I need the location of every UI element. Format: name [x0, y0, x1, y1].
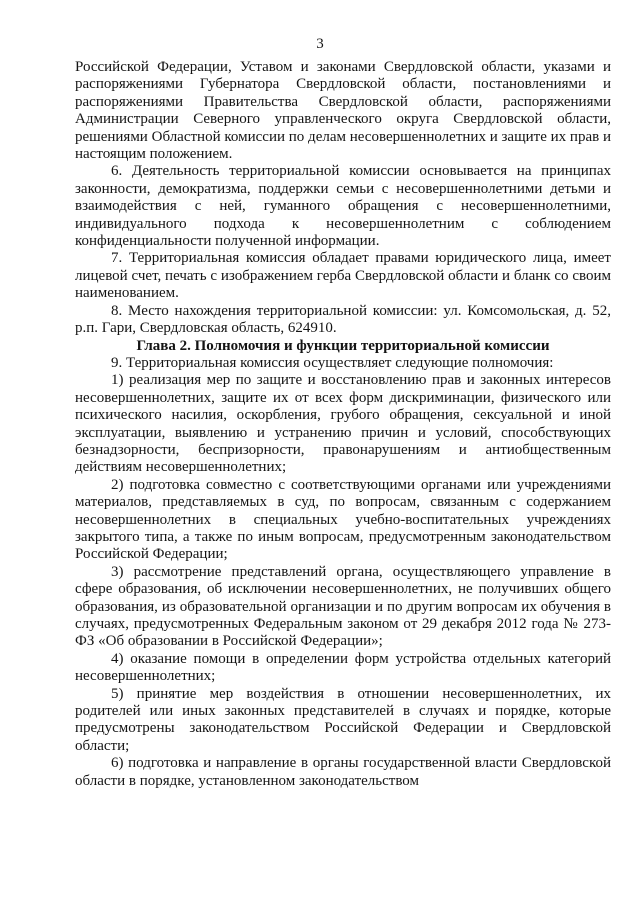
paragraph-item-7: 7. Территориальная комиссия обладает правами юридического лица, имеет лицевой счет, печать с изображением герба Свердловской области и бланк со своим наименованием.	[75, 250, 611, 302]
paragraph-item-6: 6. Деятельность территориальной комиссии основывается на принципах законности, демократизма, поддержки семьи с несовершеннолетними детьми и взаимодействия с ней, гуманного обращения с несовершеннолетними, индивидуального подхода к несовершеннолетним с соблюдением конфиденциальности полученной информации.	[75, 163, 611, 250]
paragraph-continuation: Российской Федерации, Уставом и законами Свердловской области, указами и распоряжениями Губернатора Свердловской области, постановлениями и распоряжениями Правительства Свердловской области, распоряжениями Администрации Северного управленческого округа Свердловской области, решениями Областной комиссии по делам несовершеннолетних и защите их прав и настоящим положением.	[75, 59, 611, 163]
subitem-6: 6) подготовка и направление в органы государственной власти Свердловской области в порядке, установленном законодательством	[75, 755, 611, 789]
subitem-2: 2) подготовка совместно с соответствующими органами или учреждениями материалов, представляемых в суд, по вопросам, связанным с содержанием несовершеннолетних в специальных учебно-воспитательных учреждениях закрытого типа, а также по иным вопросам, предусмотренным законодательством Российской Федерации;	[75, 476, 611, 563]
document-body	[75, 59, 611, 790]
page-number: 3	[316, 36, 324, 52]
subitem-1: 1) реализация мер по защите и восстановлению прав и законных интересов несовершеннолетних, защите их от всех форм дискриминации, физического или психического насилия, оскорбления, грубого обращения, сексуальной и иной эксплуатации, выявлению и устранению причин и условий, способствующих безнадзорности, беспризорности, правонарушениям и антиобщественным действиям несовершеннолетних;	[75, 372, 611, 476]
subitem-5: 5) принятие мер воздействия в отношении несовершеннолетних, их родителей или иных законных представителей в случаях и порядке, которые предусмотрены законодательством Российской Федерации и Свердловской области;	[75, 685, 611, 754]
chapter-heading: Глава 2. Полномочия и функции территориальной комиссии	[136, 337, 550, 354]
paragraph-item-9: 9. Территориальная комиссия осуществляет следующие полномочия:	[111, 354, 554, 371]
subitem-4: 4) оказание помощи в определении форм устройства отдельных категорий несовершеннолетних;	[75, 650, 611, 685]
subitem-3: 3) рассмотрение представлений органа, осуществляющего управление в сфере образования, об исключении несовершеннолетних, не получивших общего образования, из образовательной организации и по другим вопросам их обучения в случаях, предусмотренных Федеральным законом от 29 декабря 2012 года № 273-ФЗ «Об образовании в Российской Федерации»;	[75, 563, 611, 650]
paragraph-item-8: 8. Место нахождения территориальной комиссии: ул. Комсомольская, д. 52, р.п. Гари, Свердловская область, 624910.	[75, 302, 611, 337]
